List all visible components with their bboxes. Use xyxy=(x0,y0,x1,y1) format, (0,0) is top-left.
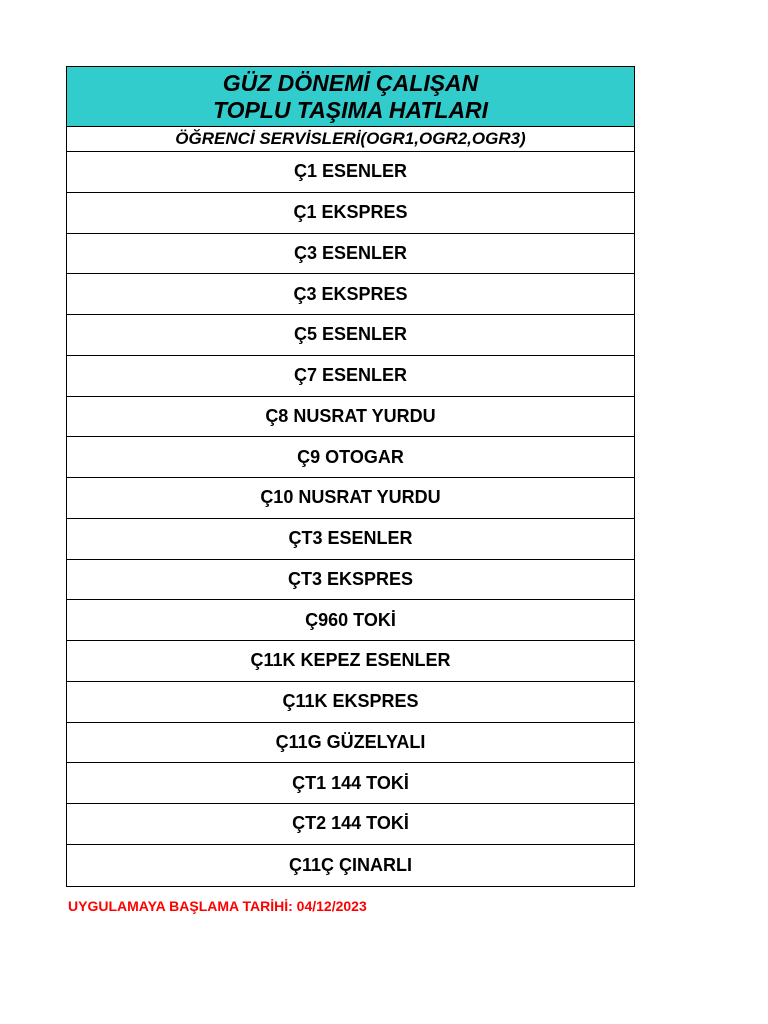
route-row: Ç7 ESENLER xyxy=(67,356,634,397)
route-table xyxy=(66,66,635,887)
route-row: Ç11G GÜZELYALI xyxy=(67,723,634,764)
route-row: Ç11K EKSPRES xyxy=(67,682,634,723)
table-title-line-2: TOPLU TAŞIMA HATLARI xyxy=(212,96,489,123)
route-row: Ç8 NUSRAT YURDU xyxy=(67,397,634,438)
route-row: Ç10 NUSRAT YURDU xyxy=(67,478,634,519)
route-row: Ç960 TOKİ xyxy=(67,600,634,641)
table-title-cell xyxy=(67,67,634,127)
route-row: ÇT2 144 TOKİ xyxy=(67,804,634,845)
table-subtitle: ÖĞRENCİ SERVİSLERİ(OGR1,OGR2,OGR3) xyxy=(67,127,634,152)
route-row: Ç11Ç ÇINARLI xyxy=(288,854,413,875)
route-row: Ç3 EKSPRES xyxy=(67,274,634,315)
route-row: Ç11K KEPEZ ESENLER xyxy=(67,641,634,682)
route-row: ÇT3 ESENLER xyxy=(67,519,634,560)
route-row: ÇT1 144 TOKİ xyxy=(67,763,634,804)
route-row: Ç5 ESENLER xyxy=(67,315,634,356)
route-row: Ç3 ESENLER xyxy=(67,234,634,275)
route-row: Ç1 ESENLER xyxy=(67,152,634,193)
start-date-note: UYGULAMAYA BAŞLAMA TARİHİ: 04/12/2023 xyxy=(68,898,367,914)
route-row: Ç9 OTOGAR xyxy=(67,437,634,478)
table-title-line-1: GÜZ DÖNEMİ ÇALIŞAN xyxy=(222,69,479,96)
route-row: Ç1 EKSPRES xyxy=(67,193,634,234)
route-row: ÇT3 EKSPRES xyxy=(67,560,634,601)
